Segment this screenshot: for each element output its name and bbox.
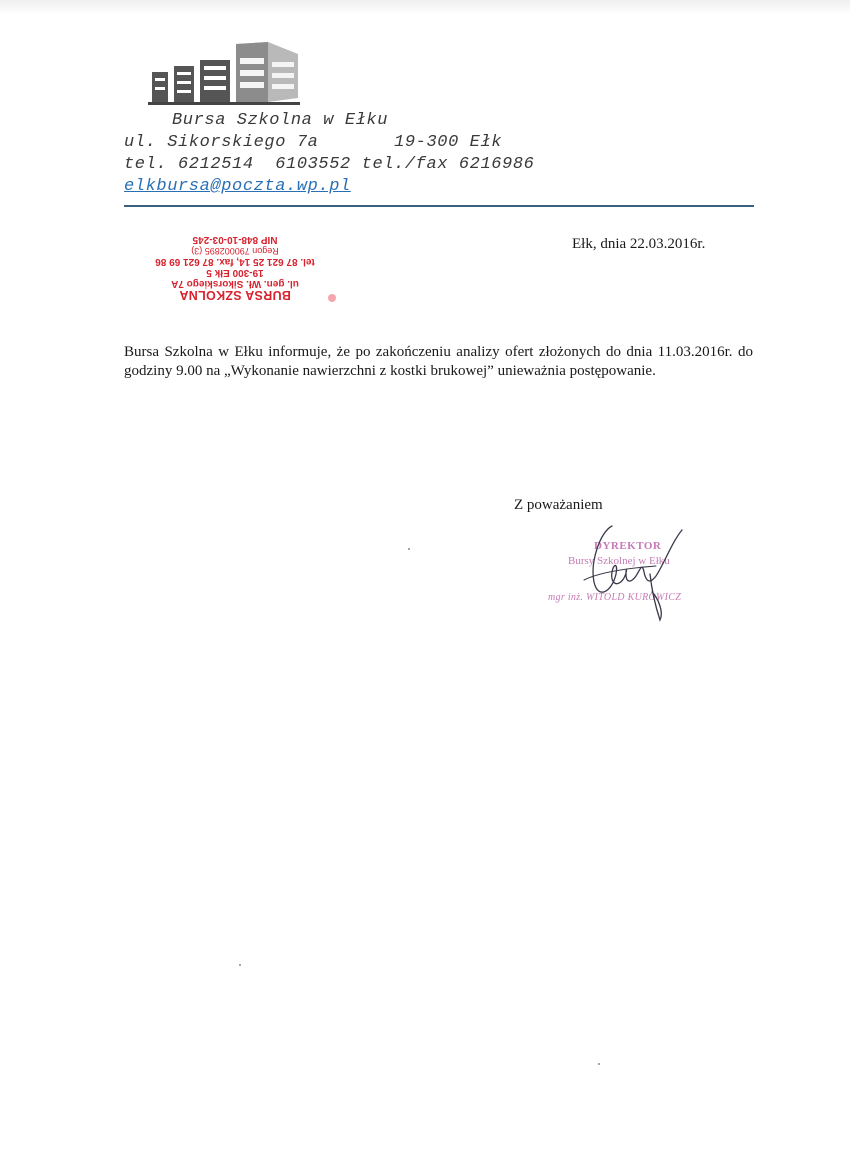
scan-speck — [408, 548, 410, 550]
stamp-regon: Regon 790002895 (3) — [191, 246, 279, 256]
scan-speck — [239, 964, 241, 966]
letter-date: Ełk, dnia 22.03.2016r. — [572, 236, 706, 252]
stamp-phones: tel. 87 621 25 14, fax. 87 621 69 86 — [155, 256, 315, 267]
handwritten-signature-icon — [560, 522, 690, 622]
stamp-ink-spot — [328, 294, 336, 302]
email-link[interactable]: elkbursa@poczta.wp.pl — [124, 177, 351, 196]
letter-body: Bursa Szkolna w Ełku informuje, że po zakończeniu analizy ofert złożonych do dnia 11.03.2016r. do godziny 9.00 na „Wykonanie nawierzchni z kostki brukowej” unieważnia postępowanie. — [124, 344, 753, 379]
stamp-city: 19-300 Ełk 5 — [206, 267, 264, 278]
seal-title: DYREKTOR — [594, 540, 662, 552]
letterhead-divider — [124, 205, 754, 207]
institution-stamp — [132, 232, 338, 306]
stamp-nip: NIP 848-10-03-245 — [192, 234, 278, 245]
seal-person: mgr inż. WITOLD KUROWICZ — [548, 592, 682, 603]
postal-city: 19-300 Ełk — [394, 133, 503, 152]
seal-institution: Bursy Szkolnej w Ełku — [568, 555, 670, 567]
stamp-title: BURSA SZKOLNA — [179, 288, 291, 302]
address-line — [124, 132, 534, 154]
school-building-icon — [148, 40, 300, 108]
phone-line: tel. 6212514 6103552 tel./fax 6216986 — [124, 155, 535, 174]
stamp-address: ul. gen. Wł. Sikorskiego 7A — [171, 278, 299, 289]
letterhead — [124, 110, 534, 198]
scan-top-shade — [0, 0, 850, 14]
scan-speck — [598, 1063, 600, 1065]
closing-salutation: Z poważaniem — [514, 497, 603, 513]
street-address: ul. Sikorskiego 7a — [124, 133, 319, 152]
institution-name: Bursa Szkolna w Ełku — [172, 111, 389, 130]
